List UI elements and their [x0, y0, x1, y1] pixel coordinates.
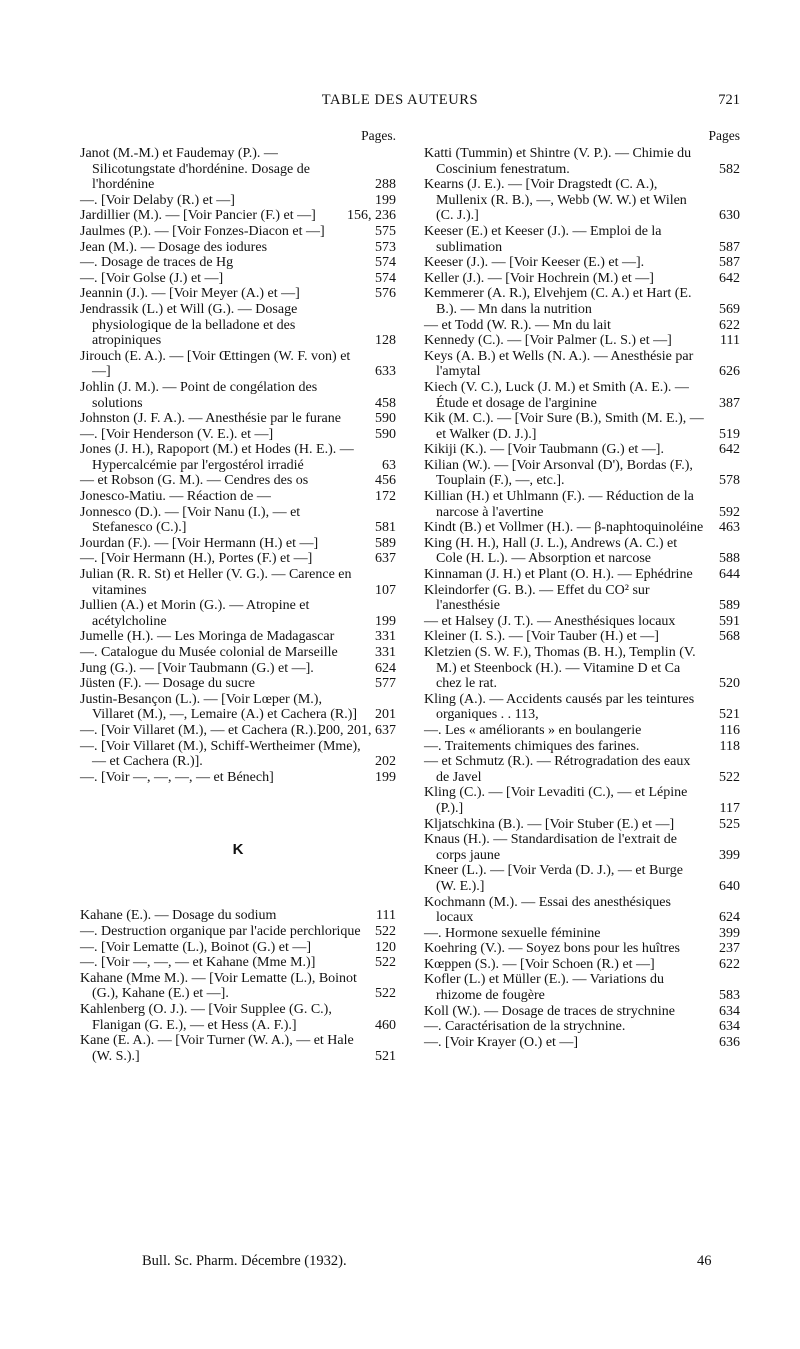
entry-text: Killian (H.) et Uhlmann (F.). — Réduction de la narcose à l'avertine	[424, 489, 694, 520]
entry-page: 583	[719, 988, 740, 1004]
index-entry	[80, 536, 396, 552]
index-entry	[80, 208, 396, 224]
entry-page: 199	[375, 192, 396, 208]
footer-journal: Bull. Sc. Pharm. Décembre (1932).	[142, 1253, 347, 1269]
index-entry	[424, 723, 740, 739]
section-letter-k: K	[232, 841, 244, 859]
index-entry	[424, 520, 740, 536]
entry-page: 574	[375, 270, 396, 286]
index-entry	[80, 427, 396, 443]
entry-page: 640	[719, 878, 740, 894]
index-entry	[424, 692, 740, 723]
entry-page: 399	[719, 925, 740, 941]
entry-page: 525	[719, 816, 740, 832]
entry-page: 521	[375, 1048, 396, 1064]
index-entry	[424, 411, 740, 442]
index-entry	[424, 536, 740, 567]
entry-text: Julian (R. R. St) et Heller (V. G.). — Carence en vitamines	[80, 567, 352, 598]
entry-page: 591	[719, 613, 740, 629]
index-entry	[424, 489, 740, 520]
index-entry	[424, 895, 740, 926]
index-entry	[80, 676, 396, 692]
index-entry	[80, 1002, 396, 1033]
index-entry	[424, 972, 740, 1003]
entry-page: 331	[375, 645, 396, 660]
entry-text: —. Caractérisation de la strychnine.	[424, 1019, 626, 1035]
entry-text: Kikiji (K.). — [Voir Taubmann (G.) et —].	[424, 442, 664, 458]
entry-text: Kearns (J. E.). — [Voir Dragstedt (C. A.), Mullenix (R. B.), —, Webb (W. W.) et Wilen (C. J.).]	[424, 177, 687, 224]
index-entry	[80, 739, 396, 770]
index-entry	[424, 442, 740, 458]
entry-page: 573	[375, 239, 396, 255]
index-entry	[80, 940, 396, 956]
index-entry	[80, 645, 396, 661]
entry-text: —. [Voir —, —, — et Kahane (Mme M.)]	[80, 955, 316, 971]
entry-page: 521	[719, 707, 740, 723]
index-entry	[80, 908, 396, 924]
entry-page: 463	[719, 520, 740, 536]
entry-page: 522	[719, 769, 740, 785]
entry-text: Kik (M. C.). — [Voir Sure (B.), Smith (M. E.), — et Walker (D. J.).]	[424, 411, 704, 442]
entry-page: 581	[375, 520, 396, 536]
entry-page: 120	[375, 939, 396, 955]
index-entry	[424, 286, 740, 317]
index-entry	[424, 926, 740, 942]
index-entry	[80, 551, 396, 567]
entry-page: 199	[375, 769, 396, 785]
entry-text: —. [Voir Villaret (M.), Schiff-Wertheimer (Mme), — et Cachera (R.)].	[80, 738, 361, 770]
entry-text: — et Halsey (J. T.). — Anesthésiques locaux	[424, 613, 676, 629]
index-entry	[80, 692, 396, 723]
entry-text: Kletzien (S. W. F.), Thomas (B. H.), Templin (V. M.) et Steenbock (H.). — Vitamine D et Ca chez le rat.	[424, 645, 696, 692]
index-entry	[80, 955, 396, 971]
index-entry	[424, 941, 740, 957]
index-entry	[80, 473, 396, 489]
entry-page: 575	[375, 223, 396, 239]
entry-text: Johlin (J. M.). — Point de congélation des solutions	[80, 379, 318, 411]
entry-text: Jeannin (J.). — [Voir Meyer (A.) et —]	[80, 286, 300, 302]
entry-page: 200, 201, 637	[319, 722, 396, 738]
entry-page: 456	[375, 473, 396, 489]
entry-page: 199	[375, 613, 396, 629]
entry-text: Katti (Tummin) et Shintre (V. P.). — Chimie du Coscinium fenestratum.	[424, 146, 692, 177]
entry-text: Kennedy (C.). — [Voir Palmer (L. S.) et —]	[424, 333, 672, 349]
entry-page: 633	[375, 364, 396, 380]
entry-page: 128	[375, 333, 396, 349]
entry-page: 624	[375, 660, 396, 676]
entry-page: 587	[719, 239, 740, 255]
entry-text: Kindt (B.) et Vollmer (H.). — β-naphtoquinoléine	[424, 520, 704, 536]
index-entry	[80, 567, 396, 598]
entry-page: 288	[375, 177, 396, 193]
entry-page: 582	[719, 161, 740, 177]
entry-text: Kling (C.). — [Voir Levaditi (C.), — et Lépine (P.).]	[424, 785, 688, 816]
entry-text: — et Todd (W. R.). — Mn du lait	[424, 317, 611, 333]
k-entry-list	[80, 908, 396, 1064]
entry-page: 578	[719, 473, 740, 489]
entry-text: Keeser (E.) et Keeser (J.). — Emploi de la sublimation	[424, 223, 662, 255]
entry-text: Jardillier (M.). — [Voir Pancier (F.) et —]	[80, 208, 316, 224]
index-entry	[424, 1019, 740, 1035]
index-entry	[80, 255, 396, 271]
entry-page: 568	[719, 629, 740, 645]
entry-text: Jean (M.). — Dosage des iodures	[80, 239, 268, 255]
entry-text: —. Destruction organique par l'acide perchlorique	[80, 923, 361, 939]
index-entry	[424, 583, 740, 614]
entry-text: Kling (A.). — Accidents causés par les teintures organiques . . 113,	[424, 691, 695, 723]
left-column	[80, 126, 396, 1064]
index-entry	[424, 177, 740, 224]
entry-text: Jüsten (F.). — Dosage du sucre	[80, 676, 256, 692]
index-entry	[424, 1004, 740, 1020]
index-entry	[80, 505, 396, 536]
entry-page: 237	[719, 941, 740, 957]
index-entry	[80, 224, 396, 240]
entry-text: Jourdan (F.). — [Voir Hermann (H.) et —]	[80, 535, 319, 551]
index-entry	[424, 614, 740, 630]
entry-text: —. [Voir Delaby (R.) et —]	[80, 192, 235, 208]
entry-page: 644	[719, 567, 740, 583]
index-entry	[424, 318, 740, 334]
entry-text: —. Traitements chimiques des farines.	[424, 738, 640, 754]
left-entry-list	[80, 146, 396, 785]
entry-page: 387	[719, 395, 740, 411]
index-entry	[424, 349, 740, 380]
index-entry	[80, 271, 396, 287]
entry-text: Jaulmes (P.). — [Voir Fonzes-Diacon et —]	[80, 223, 325, 239]
entry-text: Kahane (Mme M.). — [Voir Lematte (L.), Boinot (G.), Kahane (E.) et —].	[80, 970, 357, 1002]
entry-text: —. [Voir Henderson (V. E.). et —]	[80, 426, 274, 442]
entry-text: Kahlenberg (O. J.). — [Voir Supplee (G. C.), Flanigan (G. E.), — et Hess (A. F.).]	[80, 1001, 332, 1033]
index-entry	[80, 924, 396, 940]
entry-text: —. [Voir —, —, —, — et Bénech]	[80, 769, 274, 785]
index-entry	[424, 333, 740, 349]
entry-text: —. [Voir Krayer (O.) et —]	[424, 1034, 579, 1050]
entry-text: —. Dosage de traces de Hg	[80, 255, 234, 271]
entry-page: 622	[719, 956, 740, 972]
pages-label-right: Pages	[708, 128, 740, 143]
entry-page: 622	[719, 317, 740, 333]
entry-text: Koll (W.). — Dosage de traces de strychnine	[424, 1003, 676, 1019]
entry-text: Johnston (J. F. A.). — Anesthésie par le furane	[80, 411, 341, 427]
entry-text: Keller (J.). — [Voir Hochrein (M.) et —]	[424, 270, 654, 286]
entry-text: —. [Voir Lematte (L.), Boinot (G.) et —]	[80, 939, 312, 955]
entry-text: Kneer (L.). — [Voir Verda (D. J.), — et Burge (W. E.).]	[424, 863, 683, 894]
entry-page: 172	[375, 489, 396, 505]
entry-text: Kilian (W.). — [Voir Arsonval (D'), Bordas (F.), Touplain (F.), —, etc.].	[424, 457, 693, 489]
index-entry	[424, 739, 740, 755]
index-entry	[424, 957, 740, 973]
entry-text: Jonesco-Matiu. — Réaction de —	[80, 489, 271, 505]
index-entry	[424, 645, 740, 692]
entry-text: Kinnaman (J. H.) et Plant (O. H.). — Ephédrine	[424, 567, 693, 583]
entry-text: Kemmerer (A. R.), Elvehjem (C. A.) et Hart (E. B.). — Mn dans la nutrition	[424, 286, 692, 317]
index-entry	[80, 240, 396, 256]
entry-page: 107	[375, 582, 396, 598]
entry-page: 589	[719, 598, 740, 614]
right-column	[424, 126, 740, 1050]
entry-text: Keys (A. B.) et Wells (N. A.). — Anesthésie par l'amytal	[424, 348, 694, 380]
index-entry	[80, 723, 396, 739]
entry-page: 642	[719, 442, 740, 458]
entry-text: Jirouch (E. A.). — [Voir Œttingen (W. F. von) et —]	[80, 348, 351, 380]
entry-text: —. [Voir Villaret (M.), — et Cachera (R.).]	[80, 722, 322, 738]
entry-page: 626	[719, 364, 740, 380]
entry-text: Koehring (V.). — Soyez bons pour les huîtres	[424, 941, 680, 957]
entry-page: 519	[719, 426, 740, 442]
index-entry	[80, 598, 396, 629]
entry-page: 590	[375, 426, 396, 442]
index-entry	[424, 629, 740, 645]
entry-page: 569	[719, 301, 740, 317]
right-entry-list	[424, 146, 740, 1050]
entry-text: Kiech (V. C.), Luck (J. M.) et Smith (A. E.). — Étude et dosage de l'arginine	[424, 379, 689, 411]
entry-page: 522	[375, 986, 396, 1002]
entry-page: 634	[719, 1019, 740, 1035]
index-entry	[80, 661, 396, 677]
index-entry	[80, 770, 396, 786]
header-title: TABLE DES AUTEURS	[321, 92, 479, 108]
entry-text: Jones (J. H.), Rapoport (M.) et Hodes (H. E.). — Hypercalcémie par l'ergostérol irradié	[80, 442, 354, 473]
entry-text: —. [Voir Golse (J.) et —]	[80, 270, 224, 286]
entry-page: 522	[375, 955, 396, 971]
pages-label-left: Pages.	[361, 128, 396, 143]
entry-page: 201	[375, 707, 396, 723]
index-entry	[424, 255, 740, 271]
index-entry	[80, 349, 396, 380]
entry-page: 634	[719, 1003, 740, 1019]
entry-page: 111	[376, 908, 396, 924]
entry-page: 117	[719, 800, 740, 816]
entry-text: Kljatschkina (B.). — [Voir Stuber (E.) et —]	[424, 816, 675, 832]
entry-page: 642	[719, 270, 740, 286]
index-entry	[80, 411, 396, 427]
entry-page: 574	[375, 255, 396, 271]
index-entry	[424, 271, 740, 287]
entry-text: —. Hormone sexuelle féminine	[424, 925, 601, 941]
entry-text: —. [Voir Hermann (H.), Portes (F.) et —]	[80, 551, 313, 567]
entry-text: Janot (M.-M.) et Faudemay (P.). — Silicotungstate d'hordénine. Dosage de l'hordénine	[80, 146, 310, 193]
entry-text: — et Robson (G. M.). — Cendres des os	[80, 473, 309, 489]
index-entry	[80, 1033, 396, 1064]
index-entry	[424, 785, 740, 816]
index-entry	[80, 146, 396, 193]
entry-page: 331	[375, 629, 396, 645]
entry-text: Justin-Besançon (L.). — [Voir Lœper (M.), Villaret (M.), —, Lemaire (A.) et Cachera (R.)]	[80, 691, 358, 723]
entry-page: 399	[719, 847, 740, 863]
entry-text: — et Schmutz (R.). — Rétrogradation des eaux de Javel	[424, 754, 691, 785]
entry-text: Jendrassik (L.) et Will (G.). — Dosage physiologique de la belladone et des atropiniques	[80, 301, 298, 349]
entry-page: 590	[375, 411, 396, 427]
index-entry	[80, 380, 396, 411]
entry-page: 636	[719, 1034, 740, 1050]
entry-page: 522	[375, 923, 396, 939]
entry-page: 592	[719, 504, 740, 520]
entry-page: 587	[719, 255, 740, 271]
index-entry	[424, 754, 740, 785]
entry-page: 202	[375, 754, 396, 770]
header-page-number: 721	[718, 92, 740, 108]
entry-text: Jonnesco (D.). — [Voir Nanu (I.), — et Stefanesco (C.).]	[80, 504, 301, 536]
entry-text: Kleiner (I. S.). — [Voir Tauber (H.) et —]	[424, 629, 659, 645]
index-entry	[424, 832, 740, 863]
index-entry	[424, 567, 740, 583]
entry-text: Jumelle (H.). — Les Moringa de Madagascar	[80, 629, 335, 645]
entry-page: 116	[719, 722, 740, 738]
index-entry	[80, 629, 396, 645]
entry-page: 63	[382, 457, 396, 473]
index-entry	[80, 442, 396, 473]
index-entry	[80, 971, 396, 1002]
entry-text: Kœppen (S.). — [Voir Schoen (R.) et —]	[424, 956, 655, 972]
entry-text: Kofler (L.) et Müller (E.). — Variations du rhizome de fougère	[424, 972, 665, 1004]
index-entry	[80, 286, 396, 302]
index-entry	[424, 146, 740, 177]
entry-page: 630	[719, 208, 740, 224]
entry-text: King (H. H.), Hall (J. L.), Andrews (A. C.) et Cole (H. L.). — Absorption et narcose	[424, 535, 678, 567]
entry-page: 118	[719, 738, 740, 754]
index-entry	[424, 863, 740, 894]
entry-page: 637	[375, 551, 396, 567]
entry-page: 111	[720, 333, 740, 349]
entry-text: Kahane (E.). — Dosage du sodium	[80, 908, 277, 924]
entry-text: Kleindorfer (G. B.). — Effet du CO² sur l'anesthésie	[424, 582, 650, 614]
entry-text: Keeser (J.). — [Voir Keeser (E.) et —].	[424, 255, 645, 271]
running-header	[0, 92, 800, 112]
entry-text: Jung (G.). — [Voir Taubmann (G.) et —].	[80, 660, 314, 676]
entry-text: Jullien (A.) et Morin (G.). — Atropine et acétylcholine	[80, 598, 310, 629]
entry-text: Knaus (H.). — Standardisation de l'extrait de corps jaune	[424, 832, 677, 863]
entry-page: 624	[719, 910, 740, 926]
index-entry	[80, 193, 396, 209]
index-entry	[80, 302, 396, 349]
entry-page: 460	[375, 1017, 396, 1033]
index-entry	[424, 1035, 740, 1051]
entry-text: —. Les « améliorants » en boulangerie	[424, 722, 642, 738]
index-entry	[424, 224, 740, 255]
entry-page: 577	[375, 676, 396, 692]
index-entry	[424, 458, 740, 489]
index-entry	[80, 489, 396, 505]
entry-page: 589	[375, 535, 396, 551]
index-entry	[424, 817, 740, 833]
entry-page: 458	[375, 395, 396, 411]
footer-sheet-number: 46	[697, 1253, 712, 1269]
entry-page: 156, 236	[347, 208, 396, 224]
entry-text: —. Catalogue du Musée colonial de Marseille	[80, 645, 338, 660]
entry-page: 588	[719, 551, 740, 567]
entry-text: Kochmann (M.). — Essai des anesthésiques locaux	[424, 894, 671, 926]
entry-page: 576	[375, 286, 396, 302]
index-entry	[424, 380, 740, 411]
page-footer	[0, 1253, 800, 1273]
entry-text: Kane (E. A.). — [Voir Turner (W. A.), — et Hale (W. S.).]	[80, 1033, 354, 1064]
entry-page: 520	[719, 676, 740, 692]
